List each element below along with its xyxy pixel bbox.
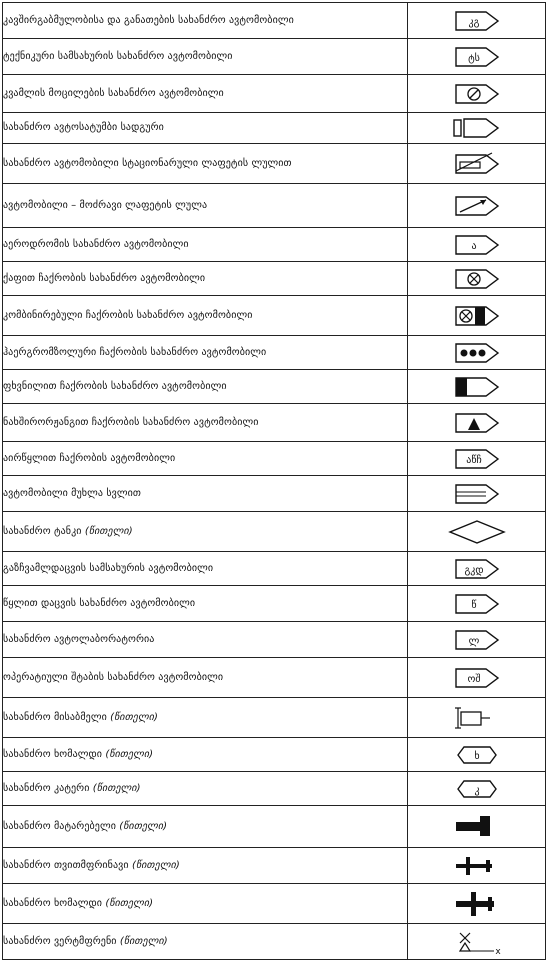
table-row xyxy=(3,113,546,144)
table-row xyxy=(3,442,546,476)
row-symbol-cell xyxy=(408,738,546,772)
row-label-cell xyxy=(3,698,408,738)
pennant-outline xyxy=(456,485,498,503)
row-symbol-cell xyxy=(408,806,546,848)
row-label: ოპერატიული შტაბის სახანძრო ავტომობილი xyxy=(3,671,224,683)
row-label: გაზჩვამლდაცვის სამსახურის ავტომობილი xyxy=(3,562,214,574)
table-row xyxy=(3,3,546,39)
row-label: კავშირგაბმულობისა და განათების სახანძრო ავტომობილი xyxy=(3,14,294,26)
table-row xyxy=(3,512,546,552)
row-label: სახანძრო ტანკი xyxy=(3,525,82,537)
row-label-cell xyxy=(3,772,408,806)
pennant-icon xyxy=(442,6,512,36)
row-label-cell xyxy=(3,476,408,512)
row-label: სახანძრო კატერი xyxy=(3,782,90,794)
row-symbol-cell xyxy=(408,622,546,658)
row-symbol-cell xyxy=(408,404,546,442)
row-label: სახანძრო ვერტმფრენი xyxy=(3,935,117,947)
row-symbol-cell xyxy=(408,658,546,698)
table-row xyxy=(3,586,546,622)
row-symbol-cell xyxy=(408,586,546,622)
pennant-outline xyxy=(456,595,498,613)
row-label-cell xyxy=(3,370,408,404)
pennant-icon xyxy=(442,625,512,655)
table-row xyxy=(3,39,546,75)
pennant-three-dots-icon xyxy=(442,338,512,368)
table-row xyxy=(3,738,546,772)
row-symbol-cell xyxy=(408,698,546,738)
row-label-cell xyxy=(3,144,408,184)
pennant-fixed-nozzle-icon xyxy=(442,149,512,179)
hexagon-icon xyxy=(442,740,512,770)
row-label: კვამლის მოცილების სახანძრო ავტომობილი xyxy=(3,87,224,99)
row-symbol-cell xyxy=(408,296,546,336)
row-label: კომბინირებული ჩაქრობის სახანძრო ავტომობილი xyxy=(3,309,253,321)
table-row xyxy=(3,552,546,586)
table-row xyxy=(3,296,546,336)
row-label-cell xyxy=(3,113,408,144)
row-label: სახანძრო ხომალდი xyxy=(3,897,103,909)
row-label: ფხვნილით ჩაქრობის სახანძრო ავტომობილი xyxy=(3,380,227,392)
row-label-cell xyxy=(3,924,408,960)
hexagon-icon xyxy=(442,774,512,804)
row-label-cell xyxy=(3,3,408,39)
symbol-text: ოშ xyxy=(466,673,481,685)
row-label-cell xyxy=(3,884,408,924)
table-row xyxy=(3,772,546,806)
row-label-cell xyxy=(3,262,408,296)
row-label-cell xyxy=(3,586,408,622)
row-label: ქაფით ჩაქრობის სახანძრო ავტომობილი xyxy=(3,272,206,284)
row-label: სახანძრო ავტოლაბორატორია xyxy=(3,633,155,645)
row-label-cell xyxy=(3,39,408,75)
pennant-arrow-icon xyxy=(442,191,512,221)
symbol-text: ხ xyxy=(473,750,480,762)
row-symbol-cell xyxy=(408,512,546,552)
row-symbol-cell xyxy=(408,184,546,228)
row-symbol-cell xyxy=(408,772,546,806)
table-row xyxy=(3,622,546,658)
row-note: (წითელი) xyxy=(105,748,154,760)
row-symbol-cell xyxy=(408,552,546,586)
row-label: ავტომობილი – მოძრავი ლაფეტის ლულა xyxy=(3,199,208,211)
row-symbol-cell xyxy=(408,144,546,184)
row-label-cell xyxy=(3,296,408,336)
row-symbol-cell xyxy=(408,848,546,884)
pennant-outline xyxy=(456,155,498,173)
vehicle-symbols-table xyxy=(2,2,546,960)
table-row xyxy=(3,75,546,113)
row-label: ჰაერგრომზოლური ჩაქრობის სახანძრო ავტომობილი xyxy=(3,346,267,358)
airplane-large-icon xyxy=(442,889,512,919)
row-label-cell xyxy=(3,552,408,586)
row-label: სახანძრო მისაბმელი xyxy=(3,711,107,723)
symbol-text: წ xyxy=(470,599,477,611)
row-label-cell xyxy=(3,75,408,113)
row-label-cell xyxy=(3,404,408,442)
row-symbol-cell xyxy=(408,442,546,476)
row-label: წყლით დაცვის სახანძრო ავტომობილი xyxy=(3,597,196,609)
table-row xyxy=(3,336,546,370)
table-row xyxy=(3,698,546,738)
table-row xyxy=(3,404,546,442)
pennant-left-square-icon xyxy=(442,372,512,402)
row-symbol-cell xyxy=(408,113,546,144)
helicopter-icon xyxy=(442,927,512,957)
row-label-cell xyxy=(3,738,408,772)
row-label: ავტომობილი მუხლა სვლით xyxy=(3,487,142,499)
row-label-cell xyxy=(3,228,408,262)
table-row xyxy=(3,476,546,512)
row-symbol-cell xyxy=(408,228,546,262)
row-label-cell xyxy=(3,622,408,658)
table-row xyxy=(3,806,546,848)
symbol-text: ლ xyxy=(468,635,479,647)
row-label-cell xyxy=(3,336,408,370)
row-note: (წითელი) xyxy=(110,711,159,723)
pennant-circle-x-icon xyxy=(442,264,512,294)
table-row xyxy=(3,658,546,698)
row-note: (წითელი) xyxy=(105,897,154,909)
row-symbol-cell xyxy=(408,75,546,113)
row-symbol-cell xyxy=(408,884,546,924)
row-note: (წითელი) xyxy=(84,525,133,537)
table-row xyxy=(3,848,546,884)
pennant-outline xyxy=(456,85,498,103)
row-label: სახანძრო თვითმფრინავი xyxy=(3,859,129,871)
pennant-icon xyxy=(442,42,512,72)
pennant-icon xyxy=(442,554,512,584)
pennant-icon xyxy=(442,663,512,693)
row-label-cell xyxy=(3,512,408,552)
pennant-outline xyxy=(456,197,498,215)
diamond-icon xyxy=(442,517,512,547)
row-symbol-cell xyxy=(408,336,546,370)
row-symbol-cell xyxy=(408,3,546,39)
row-label: აირწყლით ჩაქრობის ავტომობილი xyxy=(3,452,176,464)
row-label: სახანძრო ხომალდი xyxy=(3,748,103,760)
table-row xyxy=(3,228,546,262)
pennant-triangle-icon xyxy=(442,408,512,438)
row-symbol-cell xyxy=(408,262,546,296)
row-label-cell xyxy=(3,658,408,698)
table-row xyxy=(3,184,546,228)
row-note: (წითელი) xyxy=(119,935,168,947)
row-label-cell xyxy=(3,184,408,228)
table-row xyxy=(3,924,546,960)
pennant-outline xyxy=(456,270,498,288)
train-icon xyxy=(442,812,512,842)
pennant-outline xyxy=(456,236,498,254)
pennant-double-line-icon xyxy=(442,479,512,509)
pennant-circle-x-square-icon xyxy=(442,301,512,331)
row-label-cell xyxy=(3,442,408,476)
pennant-circle-slash-icon xyxy=(442,79,512,109)
airplane-icon xyxy=(442,851,512,881)
row-note: (წითელი) xyxy=(131,859,180,871)
table-row xyxy=(3,370,546,404)
pennant-icon xyxy=(442,444,512,474)
symbol-text: გკდ xyxy=(463,564,484,576)
pennant-icon xyxy=(442,230,512,260)
trailer-icon xyxy=(442,703,512,733)
row-label: ნახშირორჟანგით ჩაქრობის სახანძრო ავტომობილი xyxy=(3,416,259,428)
symbol-text: კ xyxy=(473,784,480,796)
row-label: სახანძრო ავტოსატუმბი სადგური xyxy=(3,122,164,133)
row-symbol-cell xyxy=(408,924,546,960)
table-row xyxy=(3,884,546,924)
symbol-text: კგ xyxy=(468,16,479,28)
row-label: ტექნიკური სამსახურის სახანძრო ავტომობილი xyxy=(3,50,233,62)
symbol-text: აწჩ xyxy=(465,454,482,466)
row-label: აეროდრომის სახანძრო ავტომობილი xyxy=(3,238,189,250)
pennant-pump-icon xyxy=(442,113,512,143)
row-label-cell xyxy=(3,848,408,884)
row-symbol-cell xyxy=(408,370,546,404)
row-note: (წითელი) xyxy=(92,782,141,794)
pennant-icon xyxy=(442,589,512,619)
symbol-text: ტს xyxy=(467,52,480,64)
row-symbol-cell xyxy=(408,476,546,512)
symbol-text: ა xyxy=(470,240,477,252)
symbol-text: x xyxy=(494,946,501,957)
row-note: (წითელი) xyxy=(119,820,168,832)
table-row xyxy=(3,262,546,296)
row-label-cell xyxy=(3,806,408,848)
row-label: სახანძრო მატარებელი xyxy=(3,820,116,832)
table-row xyxy=(3,144,546,184)
row-symbol-cell xyxy=(408,39,546,75)
row-label: სახანძრო ავტომობილი სტაციონარული ლაფეტის ლულით xyxy=(3,157,292,169)
